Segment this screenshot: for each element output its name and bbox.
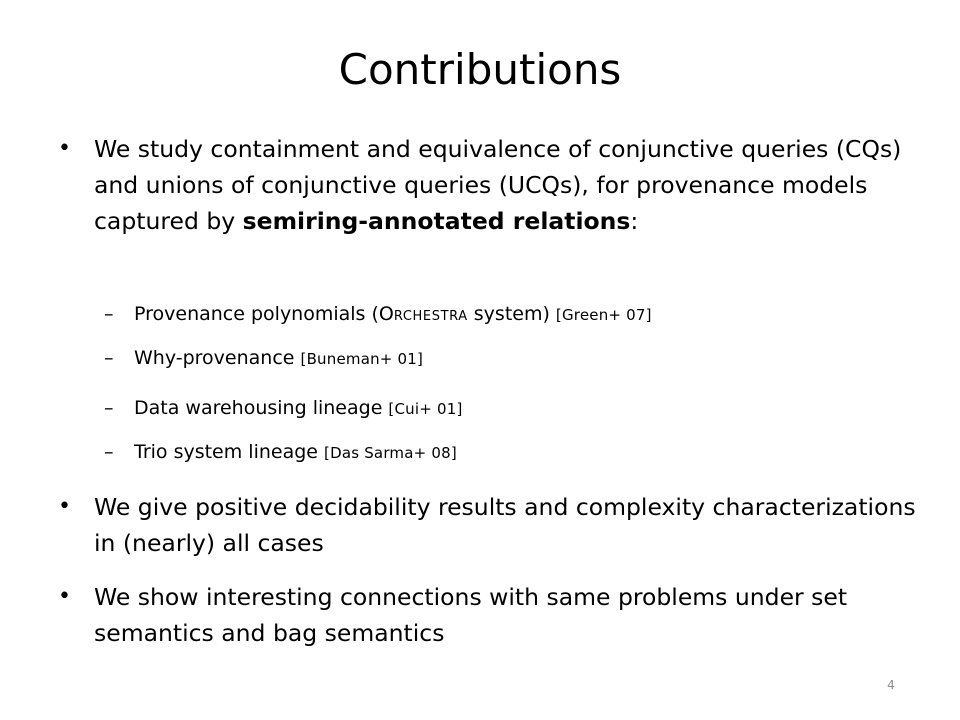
citation: [Cui+ 01]	[388, 400, 463, 418]
sub-item-provenance-polynomials	[104, 300, 904, 331]
sub-text	[134, 300, 904, 331]
bullet-text	[94, 131, 918, 239]
sub-dash: –	[104, 397, 114, 419]
sub-item-why-provenance	[104, 344, 904, 373]
sub-dash: –	[104, 303, 114, 325]
bullet-text-a: We study containment and equivalence of conjunctive queries (CQs) and unions of conjunctive queries (UCQs), for provenance models captured by	[94, 135, 902, 235]
sub-text-a: Why-provenance	[134, 347, 301, 369]
sub-dash: –	[104, 347, 114, 369]
sub-text	[134, 438, 904, 467]
bullet-containment	[58, 131, 918, 239]
sub-text-a: Trio system lineage	[134, 441, 325, 463]
bullet-decidability	[58, 489, 918, 561]
system-name-rest: RCHESTRA	[393, 309, 468, 324]
citation: [Green+ 07]	[555, 306, 652, 324]
sub-text	[134, 344, 904, 373]
bullet-text: We show interesting connections with same problems under set semantics and bag semantics	[94, 583, 848, 647]
sub-text-a: Data warehousing lineage	[134, 397, 389, 419]
page-number: 4	[887, 678, 895, 692]
sub-text-a: Provenance polynomials (	[134, 303, 379, 325]
sub-text	[134, 394, 904, 423]
bullet-dot: •	[58, 136, 71, 161]
bullet-bold-term: semiring-annotated relations	[242, 207, 631, 235]
citation: [Das Sarma+ 08]	[324, 444, 457, 462]
citation: [Buneman+ 01]	[300, 350, 424, 368]
slide-title: Contributions	[338, 45, 622, 94]
bullet-dot: •	[58, 494, 71, 519]
bullet-text: We give positive decidability results and complexity characterizations in (nearly) all cases	[94, 493, 916, 557]
bullet-text-b: :	[630, 207, 639, 235]
bullet-dot: •	[58, 584, 71, 609]
sub-item-data-warehousing	[104, 394, 904, 423]
system-name-first: O	[378, 303, 394, 325]
bullet-connections	[58, 579, 918, 651]
sub-text-b: system)	[467, 303, 556, 325]
sub-dash: –	[104, 441, 114, 463]
sub-item-trio-lineage	[104, 438, 904, 467]
